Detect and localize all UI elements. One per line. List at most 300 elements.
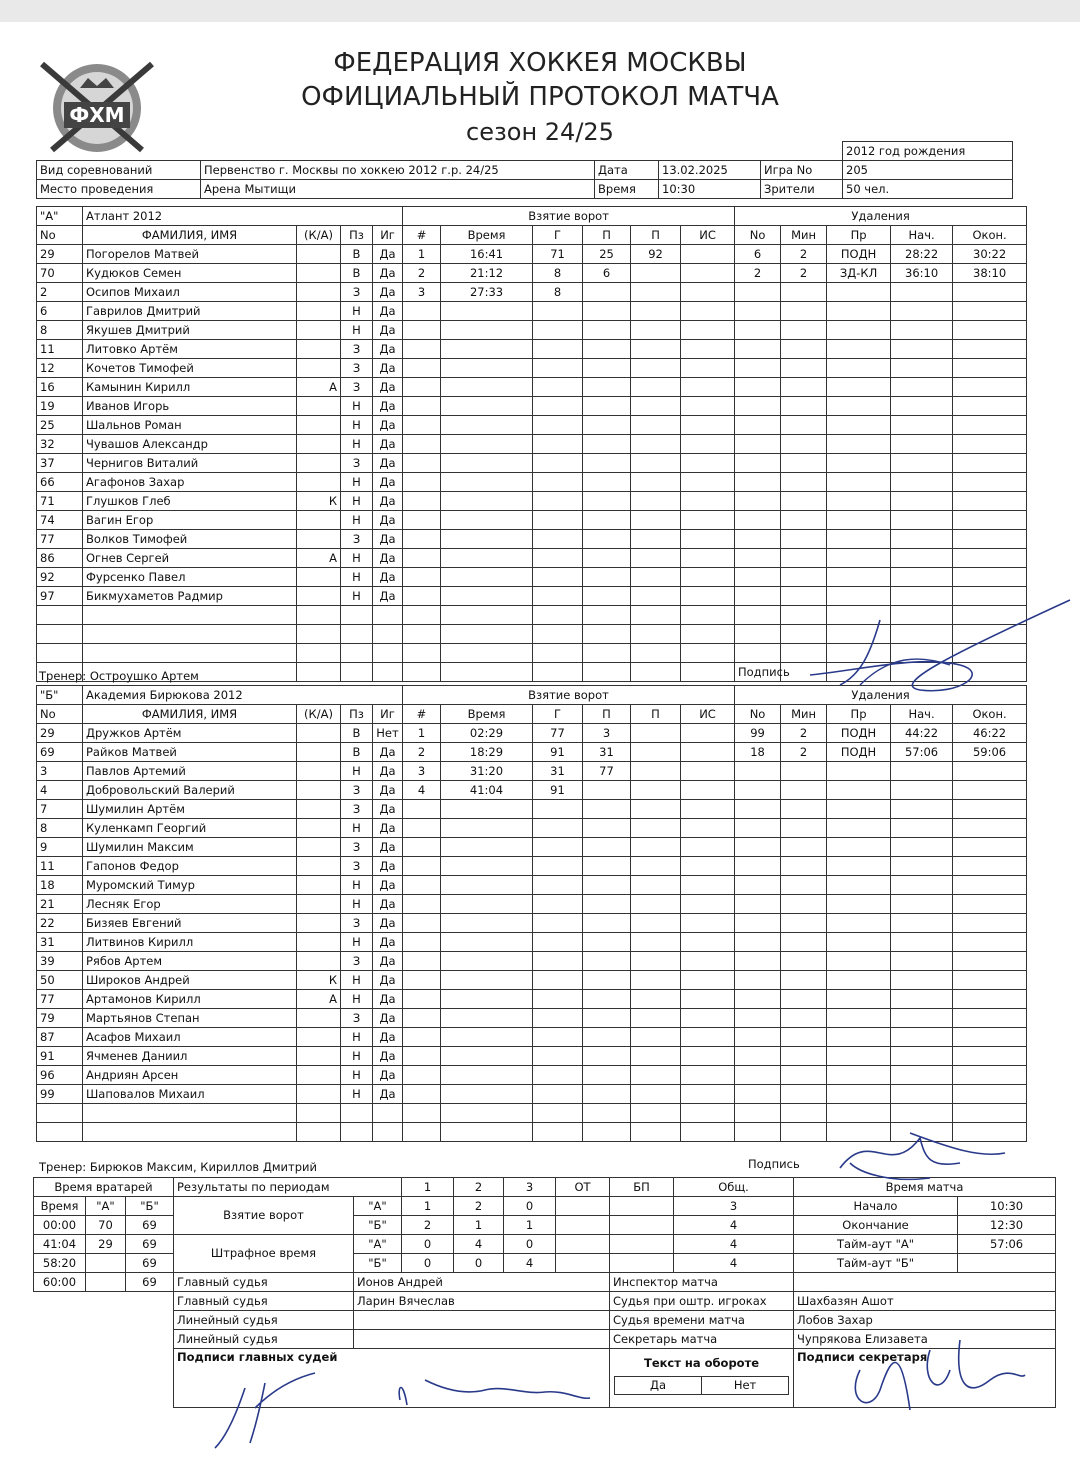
player-position: З — [341, 1009, 373, 1028]
player-played: Да — [373, 397, 403, 416]
inspector-label: Инспектор матча — [610, 1273, 794, 1292]
goal-number: 1 — [403, 724, 441, 743]
goal-scorer — [533, 454, 583, 473]
penalty-player — [735, 606, 781, 625]
player-position: Н — [341, 1066, 373, 1085]
penalty-player — [735, 781, 781, 800]
penalty-player — [735, 340, 781, 359]
goal-time — [441, 1123, 533, 1142]
player-captain-mark — [297, 1009, 341, 1028]
player-name — [83, 606, 297, 625]
player-number — [37, 1123, 83, 1142]
penalty-end — [953, 819, 1027, 838]
goal-number — [403, 359, 441, 378]
player-row — [37, 264, 1027, 283]
goal-assist-2 — [631, 530, 681, 549]
timekeeper-value: Лобов Захар — [794, 1311, 1056, 1330]
penalty-reason — [827, 762, 891, 781]
goal-assist-2 — [631, 1104, 681, 1123]
pim-a-bp — [610, 1235, 674, 1254]
col-ig: Иг — [373, 226, 403, 245]
penalty-end — [953, 838, 1027, 857]
penalty-reason — [827, 971, 891, 990]
penalty-end — [953, 800, 1027, 819]
player-name: Бизяев Евгений — [83, 914, 297, 933]
goal-assist-1 — [583, 663, 631, 682]
goal-time: 18:29 — [441, 743, 533, 762]
penalty-end — [953, 397, 1027, 416]
goals-b-bp — [610, 1216, 674, 1235]
penalty-minutes — [781, 473, 827, 492]
goal-situation — [681, 895, 735, 914]
goal-number — [403, 1085, 441, 1104]
penalty-start — [891, 952, 953, 971]
penalty-minutes — [781, 952, 827, 971]
goal-scorer — [533, 933, 583, 952]
pim-a-p2: 4 — [454, 1235, 504, 1254]
goal-time — [441, 952, 533, 971]
player-played: Да — [373, 549, 403, 568]
protocol-title: ОФИЦИАЛЬНЫЙ ПРОТОКОЛ МАТЧА — [301, 82, 779, 112]
player-name: Огнев Сергей — [83, 549, 297, 568]
player-played: Да — [373, 743, 403, 762]
goal-assist-2 — [631, 857, 681, 876]
penalty-minutes — [781, 359, 827, 378]
ref1-label: Главный судья — [174, 1273, 354, 1292]
player-captain-mark — [297, 724, 341, 743]
player-played — [373, 1104, 403, 1123]
goals-title: Взятие ворот — [403, 686, 735, 705]
player-number: 21 — [37, 895, 83, 914]
season-title: сезон 24/25 — [466, 118, 614, 146]
goal-situation — [681, 587, 735, 606]
goal-assist-1 — [583, 1104, 631, 1123]
goal-scorer — [533, 549, 583, 568]
player-position: З — [341, 359, 373, 378]
penalty-start — [891, 895, 953, 914]
penalty-start — [891, 321, 953, 340]
goal-assist-2 — [631, 1009, 681, 1028]
penalty-reason — [827, 914, 891, 933]
penalty-minutes — [781, 530, 827, 549]
goal-time — [441, 800, 533, 819]
player-number — [37, 625, 83, 644]
player-captain-mark — [297, 264, 341, 283]
team-a-table — [36, 206, 1027, 682]
player-captain-mark — [297, 800, 341, 819]
player-number: 86 — [37, 549, 83, 568]
goal-assist-1 — [583, 876, 631, 895]
player-row — [37, 378, 1027, 397]
player-number: 92 — [37, 568, 83, 587]
player-row — [37, 302, 1027, 321]
penalty-minutes: 2 — [781, 245, 827, 264]
penalty-start — [891, 511, 953, 530]
penalty-minutes — [781, 971, 827, 990]
player-captain-mark — [297, 416, 341, 435]
player-row — [37, 587, 1027, 606]
secretary-label: Секретарь матча — [610, 1330, 794, 1349]
player-captain-mark — [297, 587, 341, 606]
penalty-minutes — [781, 587, 827, 606]
penalty-reason — [827, 933, 891, 952]
pim-row-label: Штрафное время — [174, 1235, 354, 1273]
goal-assist-2 — [631, 302, 681, 321]
goal-assist-1: 31 — [583, 743, 631, 762]
timeout-b-value — [958, 1254, 1056, 1273]
team-b-table — [36, 685, 1027, 1142]
penalty-minutes — [781, 378, 827, 397]
player-position — [341, 625, 373, 644]
goal-assist-1: 25 — [583, 245, 631, 264]
penalty-end — [953, 511, 1027, 530]
player-captain-mark — [297, 1104, 341, 1123]
goal-time — [441, 876, 533, 895]
player-number: 11 — [37, 340, 83, 359]
penalty-player — [735, 857, 781, 876]
goal-situation — [681, 876, 735, 895]
player-played: Да — [373, 857, 403, 876]
col-goal-time: Время — [441, 705, 533, 724]
periods-title: Результаты по периодам — [174, 1178, 402, 1197]
penalty-player — [735, 762, 781, 781]
player-captain-mark — [297, 1085, 341, 1104]
penalty-reason — [827, 492, 891, 511]
player-played: Да — [373, 800, 403, 819]
penalty-start — [891, 549, 953, 568]
goal-assist-2 — [631, 473, 681, 492]
player-played: Да — [373, 781, 403, 800]
penalty-end — [953, 321, 1027, 340]
player-row — [37, 781, 1027, 800]
pim-b-ot — [556, 1254, 610, 1273]
reverse-box — [610, 1349, 794, 1408]
penalty-player — [735, 819, 781, 838]
player-row — [37, 549, 1027, 568]
player-row — [37, 1104, 1027, 1123]
penalty-end — [953, 762, 1027, 781]
col-no: No — [37, 705, 83, 724]
player-row — [37, 1047, 1027, 1066]
goal-number — [403, 378, 441, 397]
goal-time — [441, 914, 533, 933]
goal-time — [441, 857, 533, 876]
start-value: 10:30 — [958, 1197, 1056, 1216]
game-label: Игра No — [761, 161, 843, 180]
col-pen-start: Нач. — [891, 226, 953, 245]
goal-assist-1 — [583, 454, 631, 473]
player-captain-mark — [297, 933, 341, 952]
penalty-start: 57:06 — [891, 743, 953, 762]
goals-a-p2: 2 — [454, 1197, 504, 1216]
col-no: No — [37, 226, 83, 245]
player-name: Райков Матвей — [83, 743, 297, 762]
goal-situation — [681, 264, 735, 283]
penalty-end — [953, 876, 1027, 895]
player-number — [37, 644, 83, 663]
player-position: З — [341, 340, 373, 359]
col-pen-no: No — [735, 705, 781, 724]
goal-time — [441, 625, 533, 644]
player-number: 22 — [37, 914, 83, 933]
goal-time: 02:29 — [441, 724, 533, 743]
penalty-end — [953, 857, 1027, 876]
timeout-b-label: Тайм-аут "Б" — [794, 1254, 958, 1273]
period-2: 2 — [454, 1178, 504, 1197]
penalty-player — [735, 302, 781, 321]
goals-a-p3: 0 — [504, 1197, 556, 1216]
ref2-label: Главный судья — [174, 1292, 354, 1311]
spect-value: 50 чел. — [843, 180, 1013, 199]
player-captain-mark — [297, 625, 341, 644]
player-position: Н — [341, 321, 373, 340]
goal-number — [403, 454, 441, 473]
goal-number — [403, 397, 441, 416]
player-played: Да — [373, 914, 403, 933]
player-position: З — [341, 800, 373, 819]
secretary-sign-box — [794, 1349, 1056, 1408]
player-captain-mark — [297, 359, 341, 378]
goal-number — [403, 1009, 441, 1028]
goal-scorer: 77 — [533, 724, 583, 743]
player-position: Н — [341, 473, 373, 492]
player-name — [83, 625, 297, 644]
penalty-end — [953, 971, 1027, 990]
col-ka: (К/А) — [297, 705, 341, 724]
penalty-reason — [827, 530, 891, 549]
goal-assist-1 — [583, 1085, 631, 1104]
penalty-reason — [827, 1066, 891, 1085]
player-played: Да — [373, 990, 403, 1009]
goal-assist-1: 3 — [583, 724, 631, 743]
penalty-start: 28:22 — [891, 245, 953, 264]
player-number: 2 — [37, 283, 83, 302]
player-name: Кочетов Тимофей — [83, 359, 297, 378]
penalty-end — [953, 644, 1027, 663]
goal-time — [441, 549, 533, 568]
penalty-end — [953, 530, 1027, 549]
player-number: 69 — [37, 743, 83, 762]
player-captain-mark — [297, 340, 341, 359]
player-name: Агафонов Захар — [83, 473, 297, 492]
gk-row-b: 69 — [126, 1254, 174, 1273]
penalty-end: 59:06 — [953, 743, 1027, 762]
team-b-label: "Б" — [37, 686, 83, 705]
player-name: Шальнов Роман — [83, 416, 297, 435]
goal-assist-2 — [631, 587, 681, 606]
goal-assist-2 — [631, 1066, 681, 1085]
goal-scorer: 91 — [533, 781, 583, 800]
penalty-end — [953, 933, 1027, 952]
goal-time — [441, 321, 533, 340]
goal-assist-1 — [583, 990, 631, 1009]
player-played — [373, 663, 403, 682]
goal-scorer: 8 — [533, 264, 583, 283]
penalty-player — [735, 933, 781, 952]
goal-number — [403, 492, 441, 511]
goal-assist-2 — [631, 435, 681, 454]
goal-assist-1 — [583, 378, 631, 397]
penalty-reason — [827, 1085, 891, 1104]
penalty-start — [891, 302, 953, 321]
goal-number — [403, 606, 441, 625]
player-captain-mark — [297, 321, 341, 340]
player-row — [37, 876, 1027, 895]
player-row — [37, 397, 1027, 416]
penalty-player — [735, 1047, 781, 1066]
goal-assist-1 — [583, 1066, 631, 1085]
goal-assist-2 — [631, 1123, 681, 1142]
col-assist-1: П — [583, 226, 631, 245]
goal-number — [403, 1104, 441, 1123]
player-position: Н — [341, 1085, 373, 1104]
player-row — [37, 952, 1027, 971]
goal-assist-2 — [631, 625, 681, 644]
goal-assist-1 — [583, 397, 631, 416]
player-captain-mark — [297, 876, 341, 895]
goal-assist-1 — [583, 492, 631, 511]
goal-situation — [681, 416, 735, 435]
refs-sign-label: Подписи главных судей — [177, 1350, 338, 1364]
goal-assist-1 — [583, 1123, 631, 1142]
goal-time — [441, 492, 533, 511]
player-name: Литвинов Кирилл — [83, 933, 297, 952]
goal-assist-1 — [583, 1047, 631, 1066]
goal-scorer — [533, 819, 583, 838]
penalty-player — [735, 1028, 781, 1047]
goal-number — [403, 435, 441, 454]
penalty-minutes — [781, 454, 827, 473]
player-captain-mark — [297, 1047, 341, 1066]
player-row — [37, 511, 1027, 530]
player-played: Да — [373, 473, 403, 492]
player-position: Н — [341, 971, 373, 990]
pim-a-total: 4 — [674, 1235, 794, 1254]
goal-scorer — [533, 587, 583, 606]
secretary-sign-label: Подписи секретаря — [797, 1350, 928, 1364]
player-played: Да — [373, 283, 403, 302]
penalty-minutes — [781, 397, 827, 416]
penalty-player — [735, 397, 781, 416]
penalty-end — [953, 606, 1027, 625]
goal-assist-2 — [631, 971, 681, 990]
goal-situation — [681, 781, 735, 800]
goal-scorer — [533, 397, 583, 416]
penalty-minutes — [781, 1066, 827, 1085]
penalty-minutes — [781, 321, 827, 340]
penalty-end — [953, 1066, 1027, 1085]
goal-number — [403, 933, 441, 952]
goals-b-p2: 1 — [454, 1216, 504, 1235]
goal-scorer — [533, 914, 583, 933]
col-pen-start: Нач. — [891, 705, 953, 724]
goal-scorer — [533, 568, 583, 587]
goal-assist-1 — [583, 971, 631, 990]
penalty-reason: ПОДН — [827, 724, 891, 743]
goal-assist-2 — [631, 511, 681, 530]
penalty-reason: ЗД-КЛ — [827, 264, 891, 283]
goals-title: Взятие ворот — [403, 207, 735, 226]
goal-number — [403, 838, 441, 857]
player-position: Н — [341, 990, 373, 1009]
pim-b-bp — [610, 1254, 674, 1273]
player-name: Глушков Глеб — [83, 492, 297, 511]
player-captain-mark — [297, 857, 341, 876]
goal-assist-1: 77 — [583, 762, 631, 781]
goal-scorer — [533, 1047, 583, 1066]
goal-number — [403, 473, 441, 492]
goal-situation — [681, 857, 735, 876]
penalty-player — [735, 435, 781, 454]
goal-number — [403, 511, 441, 530]
date-label: Дата — [595, 161, 659, 180]
goal-time — [441, 1047, 533, 1066]
penalty-reason — [827, 359, 891, 378]
player-row — [37, 492, 1027, 511]
penalty-reason — [827, 587, 891, 606]
goal-scorer: 71 — [533, 245, 583, 264]
gk-row-a: 29 — [86, 1235, 126, 1254]
goal-assist-2 — [631, 933, 681, 952]
penalty-reason — [827, 625, 891, 644]
goal-assist-2 — [631, 1085, 681, 1104]
player-captain-mark — [297, 530, 341, 549]
player-name: Муромский Тимур — [83, 876, 297, 895]
pim-b-total: 4 — [674, 1254, 794, 1273]
player-position: Н — [341, 416, 373, 435]
spect-label: Зрители — [761, 180, 843, 199]
player-number: 39 — [37, 952, 83, 971]
goal-assist-1 — [583, 838, 631, 857]
player-row — [37, 743, 1027, 762]
goal-assist-1 — [583, 587, 631, 606]
col-pen-no: No — [735, 226, 781, 245]
goal-number — [403, 914, 441, 933]
penalty-player — [735, 800, 781, 819]
goals-a-bp — [610, 1197, 674, 1216]
col-pz: Пз — [341, 705, 373, 724]
gk-row-b: 69 — [126, 1216, 174, 1235]
player-number: 91 — [37, 1047, 83, 1066]
reverse-title: Текст на обороте — [643, 1356, 760, 1370]
player-row — [37, 359, 1027, 378]
goal-number — [403, 321, 441, 340]
goal-time — [441, 587, 533, 606]
player-name: Асафов Михаил — [83, 1028, 297, 1047]
col-ig: Иг — [373, 705, 403, 724]
penalty-reason — [827, 1104, 891, 1123]
penalty-reason — [827, 895, 891, 914]
goal-number: 3 — [403, 283, 441, 302]
goal-assist-1 — [583, 952, 631, 971]
penalty-end — [953, 1085, 1027, 1104]
player-row — [37, 971, 1027, 990]
goal-number — [403, 895, 441, 914]
penalty-player — [735, 990, 781, 1009]
game-value: 205 — [843, 161, 1013, 180]
goal-time — [441, 1028, 533, 1047]
period-ot: ОТ — [556, 1178, 610, 1197]
player-name: Рябов Артем — [83, 952, 297, 971]
col-pen-reason: Пр — [827, 226, 891, 245]
player-captain-mark — [297, 245, 341, 264]
goal-situation — [681, 340, 735, 359]
goal-assist-2 — [631, 549, 681, 568]
goal-time: 41:04 — [441, 781, 533, 800]
penalty-reason — [827, 568, 891, 587]
player-name: Чернигов Виталий — [83, 454, 297, 473]
player-played — [373, 644, 403, 663]
